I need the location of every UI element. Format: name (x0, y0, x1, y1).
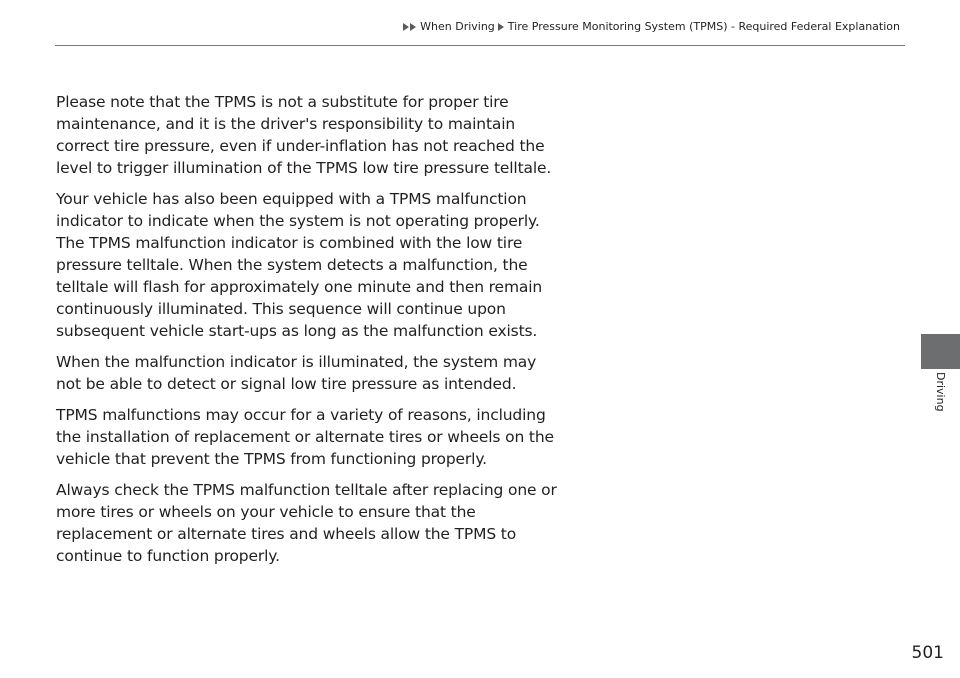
paragraph-4 (56, 404, 616, 470)
breadcrumb-section[interactable]: When Driving (420, 20, 495, 33)
header-divider (55, 45, 905, 46)
text-line: more tires or wheels on your vehicle to ensure that the (56, 503, 476, 521)
paragraph-3 (56, 351, 616, 395)
breadcrumb-topic[interactable]: Tire Pressure Monitoring System (TPMS) - Required Federal Explanation (507, 20, 900, 33)
text-line: subsequent vehicle start-ups as long as the malfunction exists. (56, 322, 538, 340)
text-line: Your vehicle has also been equipped with a TPMS malfunction (56, 190, 527, 208)
chapter-tab[interactable] (921, 334, 960, 369)
text-line: telltale will flash for approximately one minute and then remain (56, 278, 543, 296)
text-line: replacement or alternate tires and wheels allow the TPMS to (56, 525, 517, 543)
text-line: TPMS malfunctions may occur for a variety of reasons, including (56, 406, 546, 424)
breadcrumb (403, 19, 900, 35)
text-line: continue to function properly. (56, 547, 280, 565)
arrow-right-icon (498, 23, 504, 31)
paragraph-1 (56, 91, 616, 179)
arrow-right-icon (410, 23, 416, 31)
text-line: correct tire pressure, even if under-inflation has not reached the (56, 137, 545, 155)
text-line: When the malfunction indicator is illuminated, the system may (56, 353, 537, 371)
paragraph-5 (56, 479, 616, 567)
text-line: Always check the TPMS malfunction telltale after replacing one or (56, 481, 557, 499)
arrow-right-icon (403, 23, 409, 31)
text-line: not be able to detect or signal low tire pressure as intended. (56, 375, 517, 393)
text-line: The TPMS malfunction indicator is combined with the low tire (56, 234, 523, 252)
text-line: the installation of replacement or alternate tires or wheels on the (56, 428, 554, 446)
chapter-label: Driving (934, 372, 947, 412)
body-text (56, 91, 616, 576)
page-number: 501 (911, 643, 944, 663)
text-line: Please note that the TPMS is not a substitute for proper tire (56, 93, 509, 111)
text-line: continuously illuminated. This sequence will continue upon (56, 300, 506, 318)
text-line: maintenance, and it is the driver's responsibility to maintain (56, 115, 516, 133)
text-line: pressure telltale. When the system detects a malfunction, the (56, 256, 528, 274)
paragraph-2 (56, 188, 616, 342)
text-line: indicator to indicate when the system is not operating properly. (56, 212, 540, 230)
text-line: vehicle that prevent the TPMS from functioning properly. (56, 450, 487, 468)
text-line: level to trigger illumination of the TPMS low tire pressure telltale. (56, 159, 552, 177)
